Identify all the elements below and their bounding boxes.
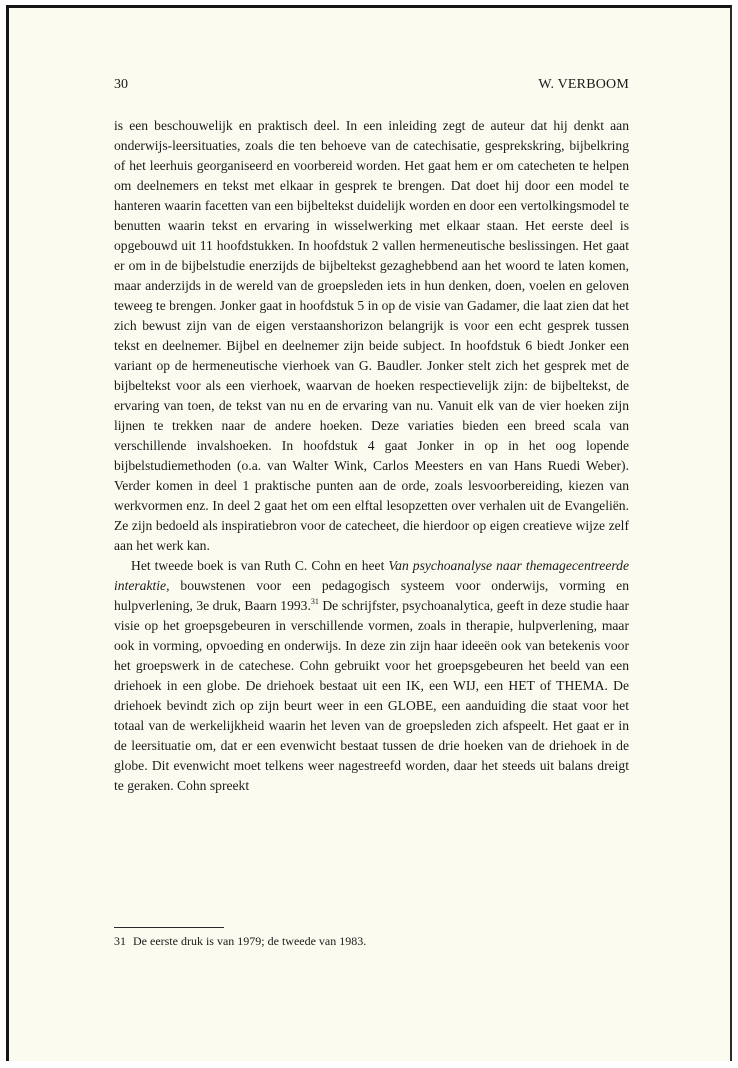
paragraph-text: Het tweede boek is van Ruth C. Cohn en heet (131, 558, 389, 573)
paragraph (114, 556, 629, 796)
paragraph-text: bouwstenen voor een pedagogisch systeem voor onderwijs, vorming en hulpverlening, 3e druk, Baarn 1993. (114, 578, 629, 613)
paragraph-text: De schrijfster, psychoanalytica, geeft in deze studie haar visie op het groepsgebeuren in verschillende vormen, zoals in therapie, hulpverlening, maar ook in vorming, opvoeding en onderwijs. In deze zin zijn haar ideeën ook van betekenis voor het groepswerk in de catechese. Cohn gebruikt voor het groepsgebeuren het beeld van een driehoek in een globe. De driehoek bestaat uit een IK, een WIJ, een HET of THEMA. De driehoek bevindt zich op zijn beurt weer in een GLOBE, een aanduiding die staat voor het totaal van de werkelijkheid waarin het leven van de groepsleden zich afspeelt. Het gaat er in de leersituatie om, dat er een evenwicht bestaat tussen de drie hoeken van de driehoek in de globe. Dit evenwicht moet telkens weer nagestreefd worden, daar het steeds uit balans dreigt te geraken. Cohn spreekt (114, 598, 630, 793)
footnote-text: De eerste druk is van 1979; de tweede van 1983. (133, 934, 367, 948)
paragraph: is een beschouwelijk en praktisch deel. In een inleiding zegt de auteur dat hij denkt aan onderwijs-leersituaties, zoals die ten behoeve van de catechisatie, gesprekskring, bijbelkring of het leerhuis georganiseerd en voorbereid worden. Het gaat hem er om catecheten te helpen om deelnemers en tekst met elkaar in gesprek te brengen. Dat doet hij door een model te hanteren waarin facetten van een bijbeltekst duidelijk worden en door een vertolkingsmodel te benutten waarin tekst en ervaring in wisselwerking met elkaar staan. Het eerste deel is opgebouwd uit 11 hoofdstukken. In hoofdstuk 2 vallen hermeneutische beslissingen. Het gaat er om in de bijbelstudie enerzijds de bijbeltekst gezaghebbend aan het woord te laten komen, maar anderzijds in de wereld van de groepsleden iets in hun denken, doen, voelen en geloven teweeg te brengen. Jonker gaat in hoofdstuk 5 in op de visie van Gadamer, die laat zien dat het zich bewust zijn van de eigen verstaanshorizon belangrijk is voor een echt gesprek tussen tekst en deelnemer. Bijbel en deelnemer zijn beide subject. In hoofdstuk 6 biedt Jonker een variant op de hermeneutische vierhoek van G. Baudler. Jonker stelt zich het gesprek met de bijbeltekst voor als een vierhoek, waarvan de hoeken respectievelijk zijn: de bijbeltekst, de ervaring van toen, de tekst van nu en de ervaring van nu. Vanuit elk van de vier hoeken zijn lijnen te trekken naar de andere hoeken. Deze variaties bieden een breed scala van verschillende invalshoeken. In hoofdstuk 4 gaat Jonker in op in het oog lopende bijbelstudiemethoden (o.a. van Walter Wink, Carlos Meesters en van Hans Ruedi Weber). Verder komen in deel 1 praktische punten aan de orde, zoals lesvoorbereiding, kiezen van werkvormen enz. In deel 2 gaat het om een elftal lesopzetten over verhalen uit de Evangeliën. Ze zijn bedoeld als inspiratiebron voor de catecheet, die hierdoor op eigen creatieve wijze zelf aan het werk kan. (114, 118, 629, 553)
footnote-divider (114, 927, 224, 928)
footnote-number: 31 (114, 934, 126, 948)
footnote (114, 933, 629, 949)
body-text (114, 116, 629, 796)
running-head: W. VERBOOM (538, 77, 629, 92)
footnote-reference: 31 (310, 597, 319, 606)
page-number: 30 (114, 77, 128, 92)
book-title: Van psychoanalyse naar themagecentreerde interaktie, (114, 558, 629, 593)
